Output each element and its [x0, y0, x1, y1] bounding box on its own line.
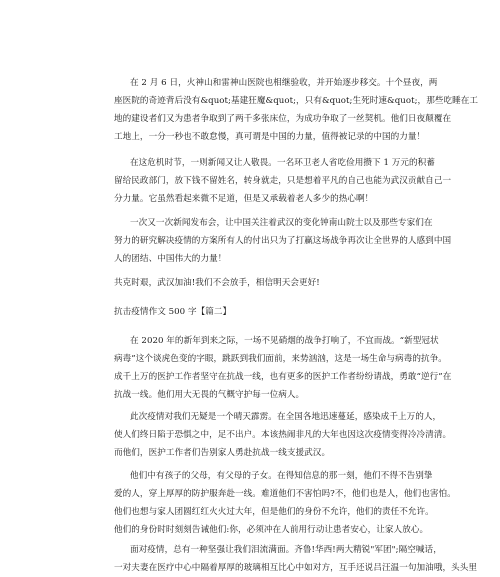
- paragraph-line: 在 2 月 6 日，火神山和雷神山医院也相继验收，并开始逐步移交。十个昼夜，两: [130, 78, 438, 88]
- paragraph-6: [114, 332, 452, 404]
- paragraph-line: 而他们，医护工作者们告别家人勇赴抗战一线支援武汉。: [114, 448, 331, 458]
- paragraph-8: [114, 467, 456, 539]
- paragraph-7: [114, 408, 452, 462]
- paragraph-3: [114, 214, 452, 268]
- paragraph-line: 座医院的奇迹背后没有&quot;基建狂魔&quot;，只有&quot;生死时速&quot;，那些吃睡在工: [114, 96, 479, 106]
- paragraph-line: 一次又一次新闻发布会，让中国关注着武汉的变化钟南山院士以及那些专家们在: [130, 218, 433, 228]
- paragraph-line: 抗战一线。他们用大无畏的气概守护每一位病人。: [114, 390, 305, 400]
- paragraph-line: 爱的人，穿上厚厚的防护服奔赴一线。难道他们不害怕吗?不，他们也是人，他们也害怕。: [114, 489, 456, 499]
- paragraph-line: 分力量。它虽然看起来微不足道，但是又承载着老人多少的热心啊！: [114, 194, 374, 204]
- paragraph-line: 工地上，一分一秒也不敢怠慢，真可谓是中国的力量，值得被记录的中国的力量！: [114, 132, 426, 142]
- paragraph-line: 使人们终日陷于恐惧之中，足不出户。本该热闹非凡的大年也因这次疫情变得冷冷清清。: [114, 430, 452, 440]
- paragraph-line: 地的建设者们又为患者争取到了两千多张床位，为成功争取了一丝契机。他们日夜颠覆在: [114, 114, 452, 124]
- paragraph-2: [114, 154, 452, 208]
- paragraph-line: 一对夫妻在医疗中心中隔着厚厚的玻璃相互比心中如对方，互手还说吕汪温一句加油哦，头头里: [114, 563, 478, 573]
- paragraph-line: 努力的研究解决疫情的方案所有人的付出只为了打赢这场战争再次让全世界的人感到中国: [114, 236, 452, 246]
- paragraph-line: 人的团结、中国伟大的力量！: [114, 254, 227, 264]
- section-heading: [114, 303, 430, 321]
- paragraph-line: 留给民政部门，放下钱不留姓名，转身就走，只是想着平凡的自己也能为武汉贡献自己一: [114, 176, 452, 186]
- paragraph-9: [114, 541, 478, 577]
- paragraph-line: 他们的身份时时刻刻告诫他们:你，必须冲在人前用行动让患者安心，让家人放心。: [114, 525, 429, 535]
- paragraph-line: 成千上万的医护工作者坚守在抗战一线，也有更多的医护工作者纷纷请战，勇敢“逆行”在: [114, 372, 452, 382]
- paragraph-line: 在 2020 年的新年到来之际，一场不见硝烟的战争打响了，不宜而战。“新型冠状: [130, 336, 439, 346]
- paragraph-line: 此次疫情对我们无疑是一个晴天霹雳。在全国各地迅速蔓延，感染成千上万的人，: [130, 412, 442, 422]
- paragraph-line: 他们中有孩子的父母，有父母的子女。在得知信息的那一刻，他们不得不告别挚: [130, 471, 433, 481]
- paragraph-line: 病毒”这个谈虎色变的字眼，跳跃到我们面前，来势汹汹，这是一场生命与病毒的抗争。: [114, 354, 447, 364]
- paragraph-line: 面对疫情，总有一种坚强让我们泪流满面。齐鲁!华西!两大精锐"军团";隔空喊话，: [130, 545, 442, 555]
- paragraph-line: 他们也想与家人团圆红红火火过大年，但是他们的身份不允许，他们的责任不允许。: [114, 507, 434, 517]
- paragraph-4: [114, 274, 430, 292]
- paragraph-line: 共克时艰，武汉加油!我们不会放手，相信明天会更好!: [114, 278, 320, 288]
- paragraph-line: 在这危机时节，一则新闻又让人敬畏。一名环卫老人省吃俭用攒下 1 万元的积蓄: [130, 158, 435, 168]
- heading-line: 抗击疫情作文 500 字【篇二】: [114, 307, 232, 317]
- paragraph-1: [114, 74, 479, 146]
